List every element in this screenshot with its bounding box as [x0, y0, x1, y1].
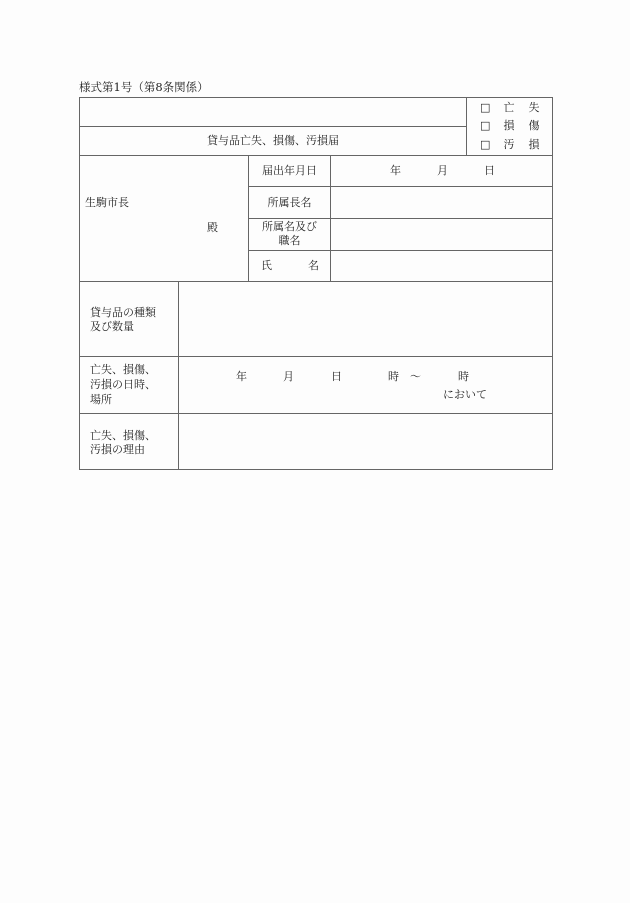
checkbox-label-char: 亡 [503, 101, 515, 114]
border-right [552, 97, 553, 470]
when-month-unit: 月 [283, 370, 294, 383]
form-title: 貸与品亡失、損傷、汚損届 [207, 134, 339, 147]
date-day-unit: 日 [484, 164, 495, 177]
checkbox-damage[interactable] [480, 119, 542, 133]
border-top [79, 97, 553, 98]
reason-label-line1: 亡失、損傷、 [90, 429, 156, 442]
checkbox-label-char: 汚 [503, 138, 515, 151]
dept-title-field[interactable] [332, 220, 551, 249]
checkbox-icon[interactable]: □ [480, 101, 491, 114]
when-year-unit: 年 [236, 370, 247, 383]
divider [79, 155, 553, 156]
date-field[interactable] [332, 157, 551, 185]
when-tilde: ～ [410, 370, 421, 383]
when-hour-to-unit: 時 [458, 370, 469, 383]
checkbox-icon[interactable]: □ [480, 138, 491, 151]
date-month-unit: 月 [437, 164, 448, 177]
name-label-char2: 名 [308, 259, 319, 272]
checkbox-label-char: 傷 [528, 119, 540, 132]
when-label-line3: 場所 [90, 393, 112, 406]
dept-head-field[interactable] [332, 188, 551, 217]
checkbox-icon[interactable]: □ [480, 119, 491, 132]
border-bottom [79, 469, 553, 470]
form-number-label: 様式第1号（第8条関係） [79, 80, 209, 94]
divider [248, 250, 553, 251]
reason-field[interactable] [180, 415, 551, 468]
when-hour-from-unit: 時 [388, 370, 399, 383]
divider [248, 218, 553, 219]
when-day-unit: 日 [331, 370, 342, 383]
divider [79, 413, 553, 414]
checkbox-label-char: 損 [503, 119, 515, 132]
divider [79, 356, 553, 357]
items-field[interactable] [180, 283, 551, 355]
divider [79, 281, 553, 282]
checkbox-soiling[interactable] [480, 138, 542, 152]
name-label-char1: 氏 [261, 259, 272, 272]
divider [79, 126, 467, 127]
when-label-line1: 亡失、損傷、 [90, 363, 156, 376]
items-label-line2: 及び数量 [90, 320, 134, 333]
dept-title-label-line1: 所属名及び [262, 220, 317, 233]
dept-head-label: 所属長名 [267, 196, 312, 209]
checkbox-label-char: 失 [528, 101, 540, 114]
date-year-unit: 年 [390, 164, 401, 177]
dept-title-label-line2: 職名 [278, 234, 301, 247]
when-field[interactable] [180, 358, 551, 412]
divider [178, 281, 179, 470]
border-left [79, 97, 80, 470]
divider [248, 186, 553, 187]
name-field[interactable] [332, 252, 551, 280]
divider [466, 97, 467, 156]
reason-label-line2: 汚損の理由 [90, 443, 145, 456]
addressee-honorific: 殿 [207, 221, 218, 234]
date-label: 届出年月日 [262, 164, 317, 177]
checkbox-label-char: 損 [528, 138, 540, 151]
when-place-suffix: において [443, 388, 487, 401]
items-label-line1: 貸与品の種類 [90, 306, 156, 319]
checkbox-loss[interactable] [480, 101, 542, 115]
when-label-line2: 汚損の日時、 [90, 378, 156, 391]
addressee-name: 生駒市長 [85, 196, 129, 209]
